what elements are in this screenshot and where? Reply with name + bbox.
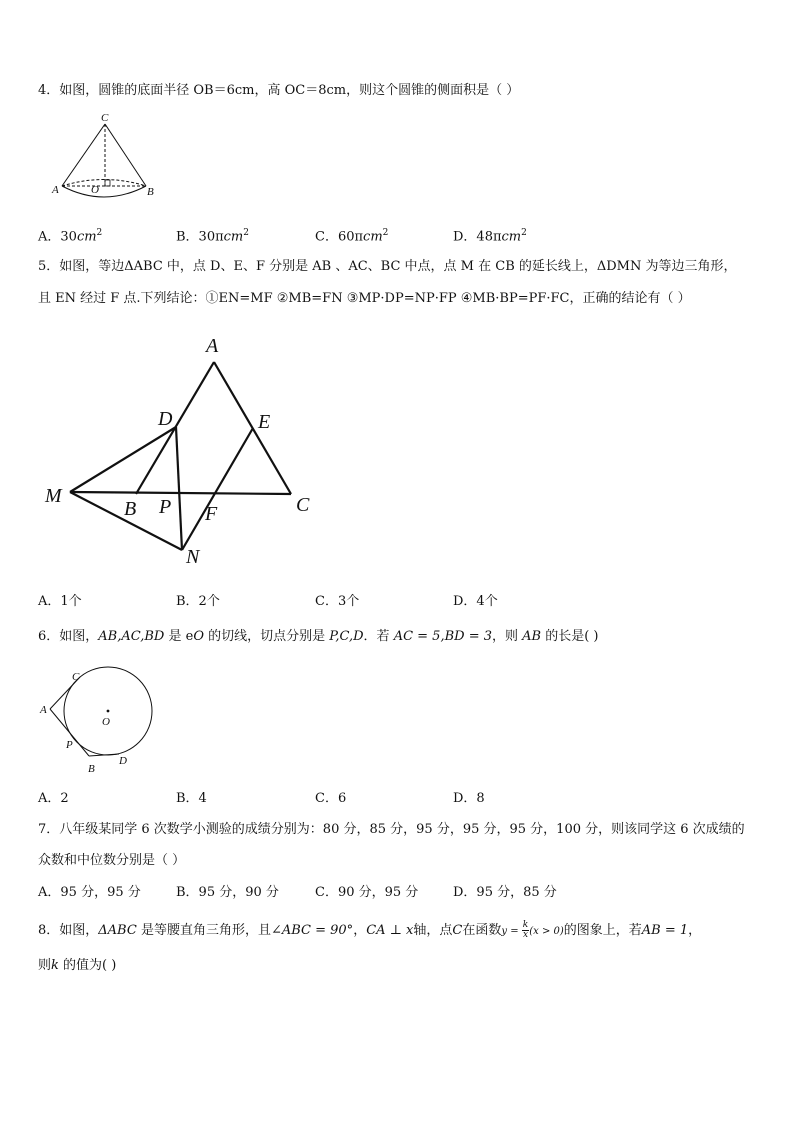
q4-option-a: A．$30cm^2$: [38, 228, 103, 245]
q5-stem-line1: 5．如图，等边ΔABC 中，点 D、E、F 分别是 AB 、AC、BC 中点，点 M 在 CB 的延长线上，ΔDMN 为等边三角形，: [38, 259, 737, 274]
q5-label-n: N: [186, 546, 200, 568]
q5-label-e: E: [258, 411, 271, 433]
q7-stem-line2: 众数和中位数分别是（ ）: [38, 853, 186, 868]
q4-label-o: O: [91, 184, 99, 196]
q6-option-a: A．2: [38, 791, 69, 806]
q4-label-c: C: [101, 112, 109, 124]
q5-label-b: B: [124, 498, 137, 520]
q6-label-o: O: [102, 716, 110, 728]
q5-label-f: F: [205, 503, 218, 525]
q5-label-a: A: [206, 335, 219, 357]
q5-label-p: P: [159, 496, 172, 518]
q4-label-b: B: [147, 186, 154, 198]
q6-option-b: B．4: [176, 791, 207, 806]
q6-option-d: D．8: [453, 791, 485, 806]
q5-label-m: M: [45, 485, 62, 507]
q4-option-b: B．30πcm$^2$: [176, 228, 249, 245]
q7-stem-line1: 7．八年级某同学 6 次数学小测验的成绩分别为：80 分，85 分，95 分，95 分，95 分，100 分，则该同学这 6 次成绩的: [38, 822, 745, 837]
q5-option-d: D．4个: [453, 594, 498, 609]
q4-option-c: C．60πcm$^2$: [315, 228, 389, 245]
q5-option-c: C．3个: [315, 594, 360, 609]
q7-option-b: B．95 分，90 分: [176, 885, 279, 900]
q4-stem: 4．如图，圆锥的底面半径 OB＝6cm，高 OC＝8cm，则这个圆锥的侧面积是（ ）: [38, 83, 520, 98]
q5-option-a: A．1个: [38, 594, 82, 609]
q8-stem-line2: 则k 的值为( ): [38, 958, 117, 973]
q5-triangle-figure: [40, 330, 330, 570]
q6-label-p: P: [66, 739, 73, 751]
q4-cone-figure: [50, 110, 160, 205]
q5-stem-line2: 且 EN 经过 F 点.下列结论：①EN=MF ②MB=FN ③MP·DP=NP·FP ④MB·BP=PF·FC，正确的结论有（ ）: [38, 291, 691, 306]
q6-label-a: A: [40, 704, 47, 716]
q4-label-a: A: [52, 184, 59, 196]
q6-stem: 6．如图，AB,AC,BD 是 eO 的切线，切点分别是 P,C,D．若 AC = 5,BD = 3，则 AB 的长是( ): [38, 629, 599, 644]
q6-label-b: B: [88, 763, 95, 775]
q8-stem-line1: 8．如图，ΔABC 是等腰直角三角形，且∠ABC = 90°，CA ⊥ x轴，点C在函数y = $\frac{k}{x}$ (x > 0)的图象上，若AB = 1，: [38, 920, 702, 940]
q7-option-d: D．95 分，85 分: [453, 885, 557, 900]
q7-option-a: A．95 分，95 分: [38, 885, 141, 900]
q4-option-d: D．48πcm$^2$: [453, 228, 527, 245]
q5-label-c: C: [296, 494, 310, 516]
q6-circle-figure: [36, 662, 161, 777]
q8-fraction: $\frac{k}{x}$: [522, 920, 529, 940]
q7-option-c: C．90 分，95 分: [315, 885, 419, 900]
q6-label-c: C: [72, 671, 80, 683]
q6-option-c: C．6: [315, 791, 347, 806]
q5-option-b: B．2个: [176, 594, 220, 609]
q5-label-d: D: [158, 408, 173, 430]
q6-label-d: D: [119, 755, 127, 767]
